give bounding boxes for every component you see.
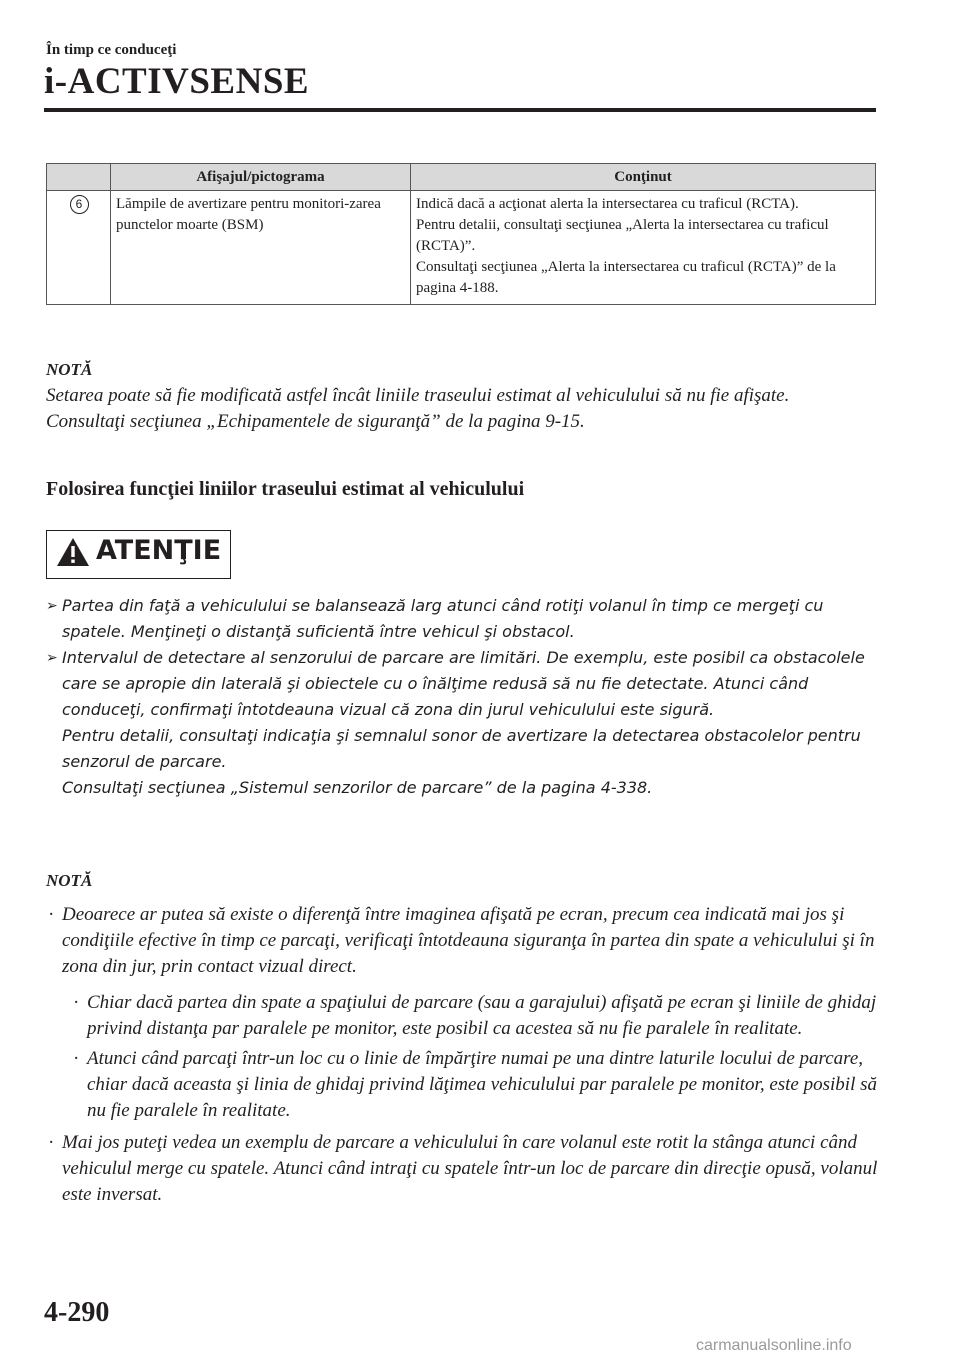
arrow-bullet-icon: ➢ [46,598,58,614]
breadcrumb: În timp ce conduceţi [46,42,177,58]
bullet-dot-icon: · [73,992,80,1013]
watermark-link[interactable]: carmanualsonline.info [696,1337,852,1354]
header-divider [44,108,876,112]
bullet-dot-icon: · [48,904,55,925]
note-list-item [73,1046,878,1124]
content-line: Indică dacă a acţionat alerta la intersectarea cu traficul (RCTA). [416,196,799,212]
circled-number-icon: 6 [70,195,89,214]
caution-item-text: Consultaţi secţiunea „Sistemul senzorilor de parcare” de la pagina 4-338. [62,778,653,797]
table-row [47,191,876,305]
arrow-bullet-icon: ➢ [46,650,58,666]
bullet-dot-icon: · [73,1048,80,1069]
note-text: Setarea poate să fie modificată astfel încât liniile traseului estimat al vehiculului să nu fie afişate. [46,385,790,406]
table-cell-content [411,191,876,305]
note-list-text: Mai jos puteţi vedea un exemplu de parcare a vehiculului în care volanul este rotit la stânga atunci când vehiculul merge cu spatele. Atunci când intraţi cu spatele într-un loc de parcare din direcţie opusă, volanul este inversat. [62,1132,878,1205]
caution-item-text: Intervalul de detectare al senzorului de parcare are limitări. De exemplu, este posibil ca obstacolele care se apropie din laterală şi obiectele cu o înălţime redusă să nu fie detectate. Atunci când conduceţi, confirmaţi întotdeauna vizual că zona din jurul vehiculului este sigură. [62,648,865,719]
table-header-row [47,164,876,191]
caution-item [46,645,886,801]
note-list-text: Deoarece ar putea să existe o diferenţă între imaginea afişată pe ecran, precum cea indicată mai jos şi condiţiile efective în timp ce parcaţi, verificaţi întotdeauna siguranţa în partea din spate a vehiculului şi în zona din jur, prin contact vizual direct. [62,904,875,977]
subheading: Folosirea funcţiei liniilor traseului estimat al vehiculului [46,478,525,500]
caution-item [46,593,886,645]
table-header-display: Afişajul/pictograma [111,164,411,191]
note-title: NOTĂ [46,360,93,379]
content-line: Pentru detalii, consultaţi secţiunea „Alerta la intersectarea cu traficul (RCTA)”. [416,217,829,254]
bullet-dot-icon: · [48,1132,55,1153]
note-list-item [48,902,878,980]
caution-list [46,593,886,801]
section-title: i-ACTIVSENSE [44,61,310,102]
info-table [46,163,876,305]
table-header-number [47,164,111,191]
note-list-item [73,990,878,1042]
table-cell-display: Lămpile de avertizare pentru monitori-zarea punctelor moarte (BSM) [111,191,411,305]
warning-triangle-icon [56,537,90,567]
table-header-content: Conţinut [411,164,876,191]
caution-item-text: Partea din faţă a vehiculului se balansează larg atunci când rotiţi volanul în timp ce mergeţi cu spatele. Menţineţi o distanţă suficientă între vehicul şi obstacol. [62,596,824,641]
note-list-text: Atunci când parcaţi într-un loc cu o linie de împărţire numai pe una dintre laturile locului de parcare, chiar dacă aceasta şi linia de ghidaj privind lăţimea vehiculului par paralele pe monitor, este posibil să nu fie paralele în realitate. [87,1048,877,1121]
note-list-item [48,1130,878,1208]
page-number: 4-290 [44,1297,110,1328]
content-line: Consultaţi secţiunea „Alerta la intersectarea cu traficul (RCTA)” de la pagina 4-188. [416,259,836,296]
caution-item-text: Pentru detalii, consultaţi indicaţia şi semnalul sonor de avertizare la detectarea obstacolelor pentru senzorul de parcare. [62,726,861,771]
note-block [46,357,876,435]
note-title: NOTĂ [46,871,93,890]
note-text: Consultaţi secţiunea „Echipamentele de siguranţă” de la pagina 9-15. [46,411,585,432]
note-list [48,902,878,1218]
note-list-text: Chiar dacă partea din spate a spaţiului de parcare (sau a garajului) afişată pe ecran şi liniile de ghidaj privind distanţa par paralele pe monitor, este posibil ca acestea să nu fie paralele în realitate. [87,992,877,1039]
caution-label: ATENŢIE [96,535,222,566]
table-cell-number [47,191,111,305]
